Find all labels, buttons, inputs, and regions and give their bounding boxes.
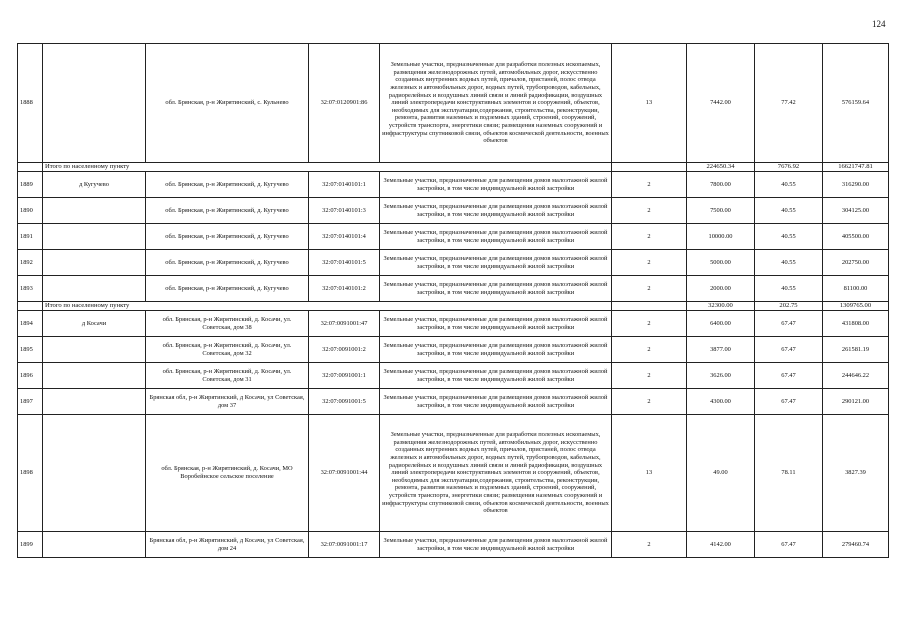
cadastral-number: 32:07:0140101:5 <box>309 250 380 276</box>
cadastral-value: 431808.00 <box>823 311 889 337</box>
table-row <box>18 532 889 558</box>
row-number: 1891 <box>18 224 43 250</box>
cadastral-number: 32:07:0091001:5 <box>309 389 380 415</box>
specific-value: 67.47 <box>755 337 823 363</box>
row-number: 1892 <box>18 250 43 276</box>
area: 3877.00 <box>687 337 755 363</box>
table-row <box>18 311 889 337</box>
row-number: 1888 <box>18 44 43 163</box>
land-use: Земельные участки, предназначенные для размещения домов малоэтажной жилой застройки, в том числе индивидуальной жилой застройки <box>380 276 612 302</box>
row-number: 1895 <box>18 337 43 363</box>
table-row <box>18 337 889 363</box>
subtotal-blank <box>612 302 687 311</box>
land-use: Земельные участки, предназначенные для размещения домов малоэтажной жилой застройки, в том числе индивидуальной жилой застройки <box>380 172 612 198</box>
subtotal-rate: 7676.92 <box>755 163 823 172</box>
land-use: Земельные участки, предназначенные для размещения домов малоэтажной жилой застройки, в том числе индивидуальной жилой застройки <box>380 532 612 558</box>
subtotal-label: Итого по населенному пункту <box>43 302 612 311</box>
row-number: 1894 <box>18 311 43 337</box>
address: обл. Брянская, р-н Жирятинский, д. Кугучево <box>146 172 309 198</box>
use-category: 2 <box>612 172 687 198</box>
row-number: 1893 <box>18 276 43 302</box>
cadastral-value: 290121.00 <box>823 389 889 415</box>
table-row <box>18 250 889 276</box>
specific-value: 78.11 <box>755 415 823 532</box>
table-row <box>18 276 889 302</box>
use-category: 2 <box>612 276 687 302</box>
cadastral-value: 261581.19 <box>823 337 889 363</box>
locality-name <box>43 276 146 302</box>
land-use: Земельные участки, предназначенные для размещения домов малоэтажной жилой застройки, в том числе индивидуальной жилой застройки <box>380 224 612 250</box>
land-use: Земельные участки, предназначенные для размещения домов малоэтажной жилой застройки, в том числе индивидуальной жилой застройки <box>380 250 612 276</box>
cadastral-value: 576159.64 <box>823 44 889 163</box>
address: обл. Брянская, р-н Жирятинский, д. Кугучево <box>146 198 309 224</box>
cadastral-number: 32:07:0091001:17 <box>309 532 380 558</box>
row-number: 1889 <box>18 172 43 198</box>
table-row <box>18 389 889 415</box>
area: 4300.00 <box>687 389 755 415</box>
locality-name <box>43 389 146 415</box>
use-category: 2 <box>612 311 687 337</box>
specific-value: 40.55 <box>755 172 823 198</box>
table-row <box>18 44 889 163</box>
locality-name <box>43 337 146 363</box>
page-number: 124 <box>872 19 886 29</box>
subtotal-value: 1309765.00 <box>823 302 889 311</box>
specific-value: 67.47 <box>755 363 823 389</box>
use-category: 2 <box>612 363 687 389</box>
area: 7500.00 <box>687 198 755 224</box>
cadastral-value: 202750.00 <box>823 250 889 276</box>
address: обл. Брянская, р-н Жирятинский, д. Кугучево <box>146 250 309 276</box>
subtotal-rate: 202.75 <box>755 302 823 311</box>
cadastral-number: 32:07:0091001:1 <box>309 363 380 389</box>
cadastral-value: 3827.39 <box>823 415 889 532</box>
subtotal-area: 32300.00 <box>687 302 755 311</box>
area: 3626.00 <box>687 363 755 389</box>
table-row <box>18 224 889 250</box>
address: обл. Брянская, р-н Жирятинский, с. Кульнево <box>146 44 309 163</box>
table-row <box>18 172 889 198</box>
address: обл. Брянская, р-н Жирятинский, д. Кугучево <box>146 276 309 302</box>
land-use: Земельные участки, предназначенные для разработки полезных ископаемых, размещения железнодорожных путей, автомобильных дорог, искусственно созданных внутренних водных путей, причалов, пристаней, полос отвода железных и автомобильных дорог, водных путей, трубопроводов, кабельных, радиорелейных и воздушных линий связи и линий радиофикации, воздушных линий электропередачи конструктивных элементов и сооружений, объектов, необходимых для эксплуатации,содержания, строительства, реконструкции, ремонта, развития наземных и подземных зданий, строений, сооружений, устройств транспорта, энергетики связи; размещения наземных сооружений и инфраструктуры спутниковой связи, объектов космической деятельности, военных объектов <box>380 44 612 163</box>
locality-name <box>43 224 146 250</box>
area: 6400.00 <box>687 311 755 337</box>
subtotal-blank <box>18 302 43 311</box>
row-number: 1897 <box>18 389 43 415</box>
specific-value: 40.55 <box>755 250 823 276</box>
row-number: 1896 <box>18 363 43 389</box>
address: обл. Брянская, р-н Жирятинский, д. Косачи, ул. Советская, дом 31 <box>146 363 309 389</box>
locality-name: д Косачи <box>43 311 146 337</box>
address: Брянская обл, р-н Жирятинский, д Косачи, ул Советская, дом 24 <box>146 532 309 558</box>
specific-value: 67.47 <box>755 311 823 337</box>
specific-value: 40.55 <box>755 276 823 302</box>
use-category: 2 <box>612 224 687 250</box>
use-category: 2 <box>612 532 687 558</box>
locality-name <box>43 198 146 224</box>
cadastral-value-table <box>17 43 889 558</box>
table-row <box>18 415 889 532</box>
use-category: 2 <box>612 337 687 363</box>
cadastral-number: 32:07:0140101:4 <box>309 224 380 250</box>
row-number: 1898 <box>18 415 43 532</box>
cadastral-value: 279460.74 <box>823 532 889 558</box>
subtotal-row <box>18 302 889 311</box>
cadastral-number: 32:07:0140101:3 <box>309 198 380 224</box>
table-body <box>18 44 889 558</box>
locality-name <box>43 363 146 389</box>
address: обл. Брянская, р-н Жирятинский, д. Косачи, ул. Советская, дом 32 <box>146 337 309 363</box>
row-number: 1899 <box>18 532 43 558</box>
land-use: Земельные участки, предназначенные для разработки полезных ископаемых, размещения железнодорожных путей, автомобильных дорог, искусственно созданных внутренних водных путей, причалов, пристаней, полос отвода железных и автомобильных дорог, водных путей, трубопроводов, кабельных, радиорелейных и воздушных линий связи и линий радиофикации, воздушных линий электропередачи конструктивных элементов и сооружений, объектов, необходимых для эксплуатации,содержания, строительства, реконструкции, ремонта, развития наземных и подземных зданий, строений, сооружений, устройств транспорта, энергетики связи; размещения наземных сооружений и инфраструктуры спутниковой связи, объектов космической деятельности, военных объектов <box>380 415 612 532</box>
locality-name <box>43 44 146 163</box>
specific-value: 67.47 <box>755 389 823 415</box>
subtotal-value: 16621747.81 <box>823 163 889 172</box>
subtotal-label: Итого по населенному пункту <box>43 163 612 172</box>
specific-value: 40.55 <box>755 224 823 250</box>
area: 10000.00 <box>687 224 755 250</box>
subtotal-blank <box>612 163 687 172</box>
land-use: Земельные участки, предназначенные для размещения домов малоэтажной жилой застройки, в том числе индивидуальной жилой застройки <box>380 198 612 224</box>
table-row <box>18 363 889 389</box>
cadastral-value: 304125.00 <box>823 198 889 224</box>
locality-name <box>43 250 146 276</box>
cadastral-number: 32:07:0091001:47 <box>309 311 380 337</box>
land-use: Земельные участки, предназначенные для размещения домов малоэтажной жилой застройки, в том числе индивидуальной жилой застройки <box>380 389 612 415</box>
cadastral-value: 81100.00 <box>823 276 889 302</box>
cadastral-number: 32:07:0091001:44 <box>309 415 380 532</box>
address: обл. Брянская, р-н Жирятинский, д. Косачи, ул. Советская, дом 38 <box>146 311 309 337</box>
land-use: Земельные участки, предназначенные для размещения домов малоэтажной жилой застройки, в том числе индивидуальной жилой застройки <box>380 311 612 337</box>
cadastral-number: 32:07:0140101:2 <box>309 276 380 302</box>
cadastral-value: 244646.22 <box>823 363 889 389</box>
use-category: 13 <box>612 415 687 532</box>
area: 7442.00 <box>687 44 755 163</box>
subtotal-row <box>18 163 889 172</box>
subtotal-area: 224650.34 <box>687 163 755 172</box>
row-number: 1890 <box>18 198 43 224</box>
area: 5000.00 <box>687 250 755 276</box>
land-use: Земельные участки, предназначенные для размещения домов малоэтажной жилой застройки, в том числе индивидуальной жилой застройки <box>380 337 612 363</box>
use-category: 2 <box>612 198 687 224</box>
specific-value: 67.47 <box>755 532 823 558</box>
specific-value: 77.42 <box>755 44 823 163</box>
use-category: 2 <box>612 250 687 276</box>
area: 49.00 <box>687 415 755 532</box>
locality-name <box>43 532 146 558</box>
area: 7800.00 <box>687 172 755 198</box>
subtotal-blank <box>18 163 43 172</box>
table-row <box>18 198 889 224</box>
land-use: Земельные участки, предназначенные для размещения домов малоэтажной жилой застройки, в том числе индивидуальной жилой застройки <box>380 363 612 389</box>
cadastral-number: 32:07:0120901:86 <box>309 44 380 163</box>
use-category: 2 <box>612 389 687 415</box>
cadastral-value: 405500.00 <box>823 224 889 250</box>
area: 4142.00 <box>687 532 755 558</box>
address: обл. Брянская, р-н Жирятинский, д. Кугучево <box>146 224 309 250</box>
cadastral-value: 316290.00 <box>823 172 889 198</box>
use-category: 13 <box>612 44 687 163</box>
address: обл. Брянская, р-н Жирятинский, д. Косачи, МО Воробейнское сельское поселение <box>146 415 309 532</box>
locality-name: д Кугучево <box>43 172 146 198</box>
address: Брянская обл, р-н Жирятинский, д Косачи, ул Советская, дом 37 <box>146 389 309 415</box>
area: 2000.00 <box>687 276 755 302</box>
cadastral-number: 32:07:0140101:1 <box>309 172 380 198</box>
cadastral-number: 32:07:0091001:2 <box>309 337 380 363</box>
locality-name <box>43 415 146 532</box>
specific-value: 40.55 <box>755 198 823 224</box>
